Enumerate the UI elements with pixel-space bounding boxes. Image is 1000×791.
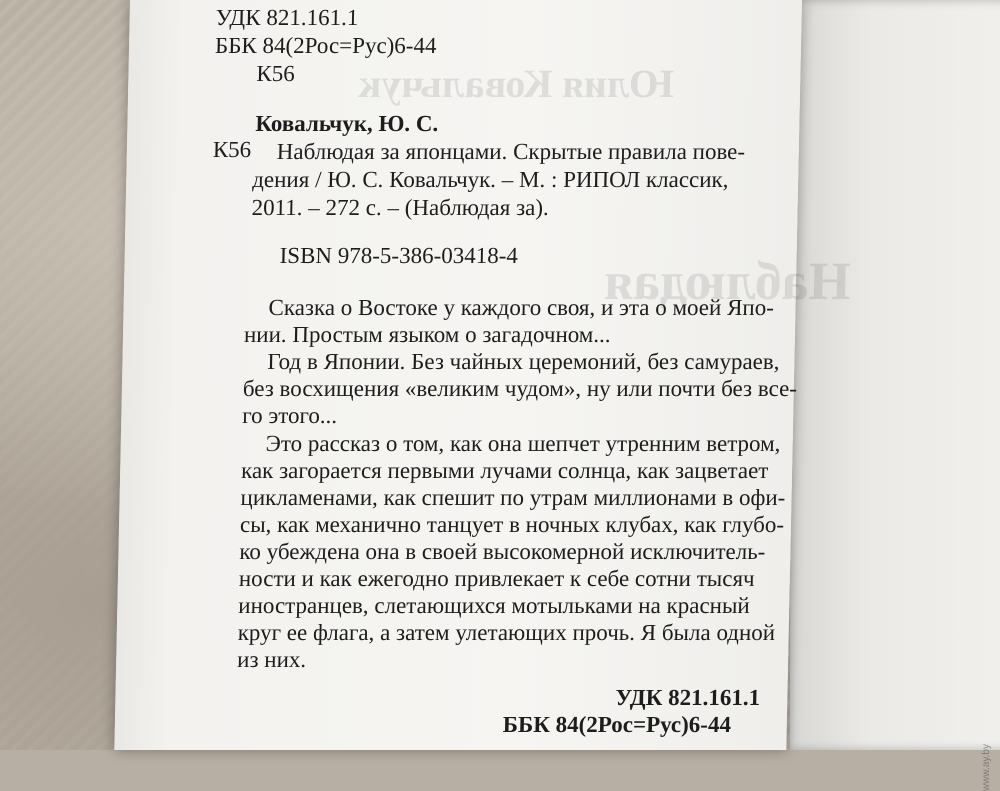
bibliography-line: дения / Ю. С. Ковальчук. – М. : РИПОЛ классик, — [251, 167, 729, 192]
annotation-line: ности и как ежегодно привлекает к себе сотни тысяч — [238, 566, 755, 591]
facing-page — [790, 0, 1000, 750]
udk-code-bottom: УДК 821.161.1 — [615, 685, 761, 710]
book-page — [114, 0, 852, 750]
bbk-code-top: ББК 84(2Рос=Рус)6-44 — [214, 33, 437, 58]
author-mark: К56 — [212, 137, 252, 162]
annotation-line: без восхищения «великим чудом», ну или почти без все- — [242, 376, 798, 401]
annotation-line: из них. — [236, 647, 307, 672]
watermark: www.ay.by — [981, 744, 992, 791]
bbk-code-bottom: ББК 84(2Рос=Рус)6-44 — [502, 712, 732, 737]
annotation-line: Это рассказ о том, как она шепчет утренним ветром, — [265, 431, 781, 456]
author-name: Ковальчук, Ю. С. — [255, 111, 439, 136]
annotation-line: Год в Японии. Без чайных церемоний, без самураев, — [267, 349, 780, 374]
annotation-line: круг ее флага, а затем улетающих прочь. Я была одной — [237, 620, 776, 645]
bibliography-line: Наблюдая за японцами. Скрытые правила пове- — [276, 139, 746, 164]
annotation-line: как загорается первыми лучами солнца, как зацветает — [240, 458, 769, 483]
bleed-through-title: Наблюдая — [603, 251, 852, 311]
author-mark-top: К56 — [256, 61, 296, 86]
bibliography-line: 2011. – 272 с. – (Наблюдая за). — [251, 195, 550, 220]
bleed-through-author: Юлия Ковальчук — [357, 61, 675, 106]
annotation-line: сы, как механично танцует в ночных клубах, как глубо- — [239, 512, 785, 537]
annotation-line: цикламенами, как спешит по утрам миллионами в офи- — [240, 485, 786, 510]
annotation-line: ко убеждена она в своей высокомерной исключитель- — [239, 539, 766, 564]
isbn: ISBN 978-5-386-03418-4 — [279, 243, 519, 268]
annotation-line: Сказка о Востоке у каждого своя, и эта о моей Япо- — [268, 295, 775, 320]
annotation-line: нии. Простым языком о загадочном... — [243, 322, 611, 347]
annotation-line: иностранцев, слетающихся мотыльками на красный — [238, 593, 751, 618]
udk-code-top: УДК 821.161.1 — [215, 5, 359, 30]
annotation-line: го этого... — [242, 403, 338, 428]
